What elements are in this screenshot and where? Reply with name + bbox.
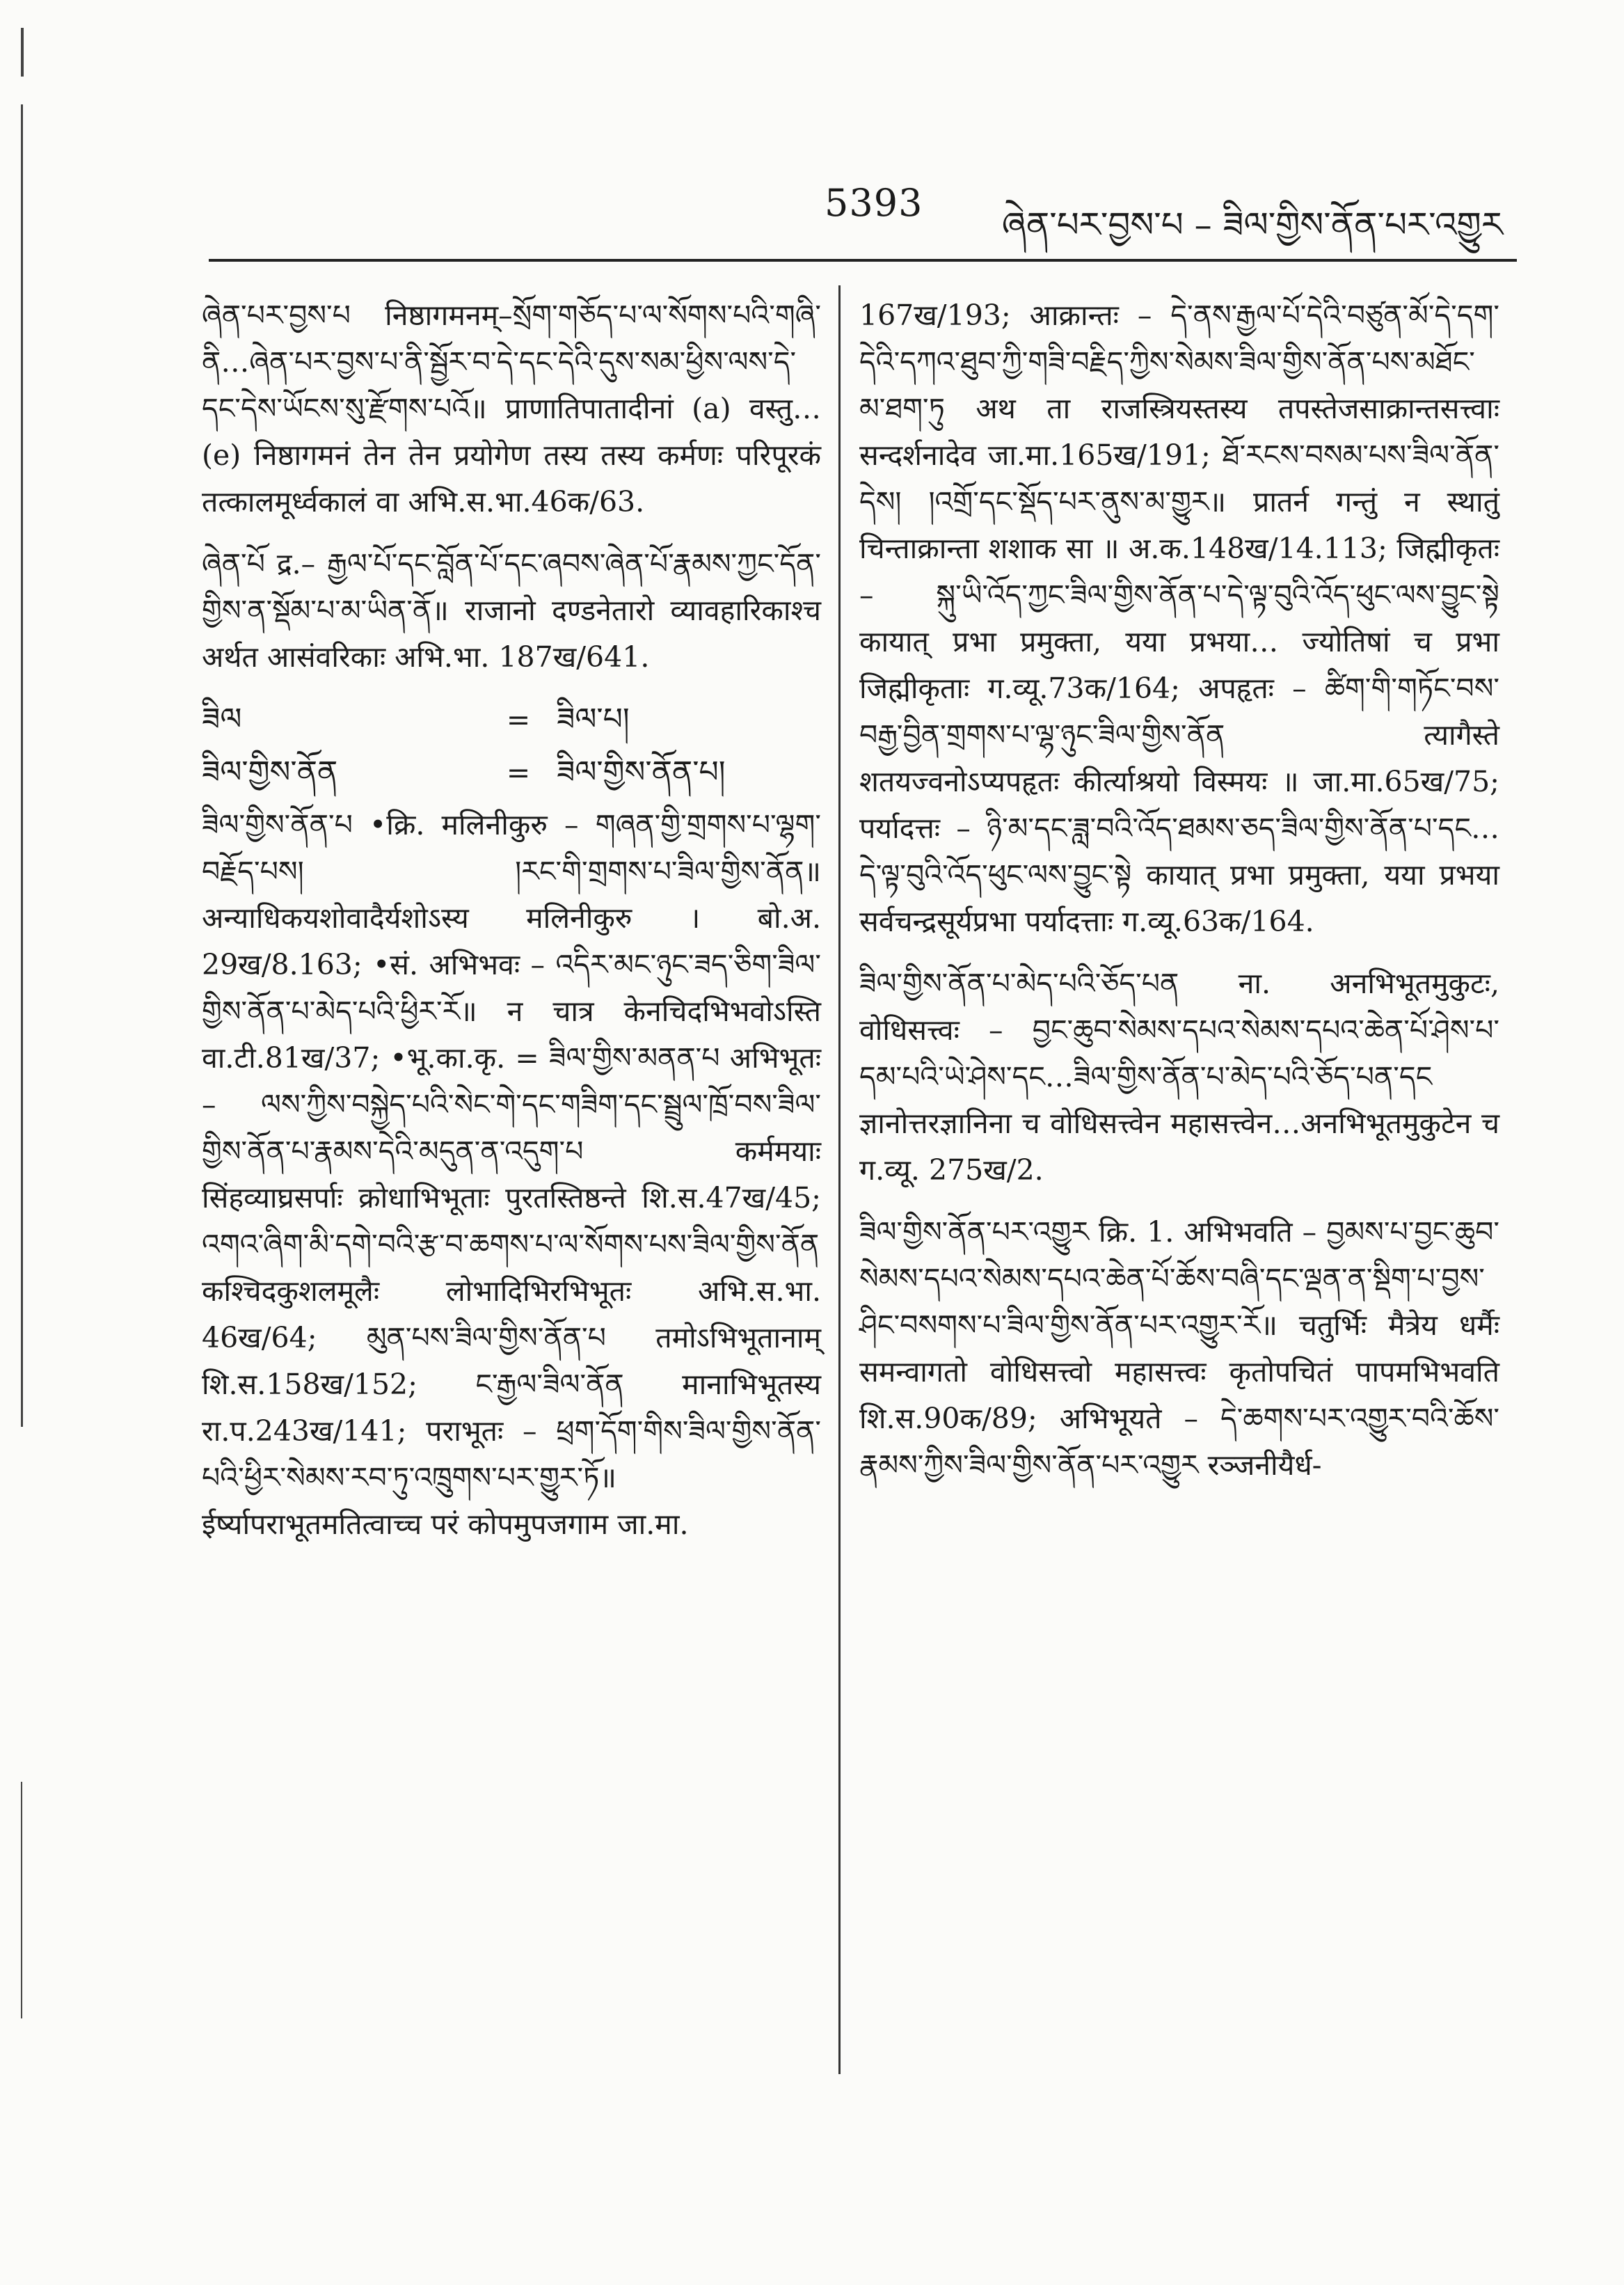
dictionary-entry: ཟིལ་གྱིས་ནོན་པ་མེད་པའི་ཅོད་པན ना. अनभिभूतमुकुटः, वोधिसत्त्वः – བྱང་ཆུབ་སེམས་དཔའ་སེམས་དཔའ་ཆེན་པོ་ཤེས་པ་དམ་པའི་ཡེ་ཤེས་དང…ཟིལ་གྱིས་ནོན་པ་མེད་པའི་ཅོད་པན་དང ज्ञानोत्तरज्ञानिना च वोधिसत्त्वेन महासत्त्वेन…अनभिभूतमुकुटेन च ग.व्यू. 275ख/2. xyxy=(859,967,1499,1187)
dictionary-entry: ཞེན་པོ द्र.– རྒྱལ་པོ་དང་བློན་པོ་དང་ཞབས་ཞེན་པོ་རྣམས་ཀྱང་དོན་གྱིས་ན་སྡོམ་པ་མ་ཡིན་ནོ॥ राजानो दण्डनेतारो व्यावहारिकाश्च अर्थत आसंवरिकाः अभि.भा. 187ख/641. xyxy=(202,547,821,674)
cross-ref-target: ཟིལ་པ། xyxy=(557,702,630,737)
dictionary-entry: ཞེན་པར་བྱས་པ निष्ठागमनम्–སྲོག་གཅོད་པ་ལ་སོགས་པའི་གཞི་ནི…ཞེན་པར་བྱས་པ་ནི་སྦྱོར་བ་དེ་དང་དེའི་དུས་སམ་ཕྱིས་ལས་དེ་དང་དེས་ཡོངས་སུ་རྫོགས་པའོ॥ प्राणातिपातादीनां (a) वस्तु… (e) निष्ठागमनं तेन तेन प्रयोगेण तस्य तस्य कर्मणः परिपूरकं तत्कालमूर्ध्वकालं वा अभि.स.भा.46क/63. xyxy=(202,299,821,519)
scan-edge-mark xyxy=(21,28,24,77)
cross-ref-target: ཟིལ་གྱིས་ནོན་པ། xyxy=(557,754,726,790)
right-column xyxy=(859,292,1499,1504)
left-column xyxy=(202,292,821,1563)
scan-edge-mark xyxy=(21,104,23,1427)
running-head: ཞེན་པར་བྱས་པ – ཟིལ་གྱིས་ནོན་པར་འགྱུར xyxy=(1001,205,1503,245)
dictionary-entry: 167ख/193; आक्रान्तः – དེ་ནས་རྒྱལ་པོ་དེའི་བཙུན་མོ་དེ་དག་དེའི་དཀའ་ཐུབ་ཀྱི་གཟི་བརྗིད་ཀྱིས་སེམས་ཟིལ་གྱིས་ནོན་པས་མཐོང་མ་ཐག་ཏུ अथ ता राजस्त्रियस्तस्य तपस्तेजसाक्रान्तसत्त्वाः सन्दर्शनादेव जा.मा.165ख/191; ཐོ་རངས་བསམ་པས་ཟིལ་ནོན་དེས། །འགྲོ་དང་སྡོད་པར་ནུས་མ་གྱུར॥ प्रातर्न गन्तुं न स्थातुं चिन्ताक्रान्ता शशाक सा ॥ अ.क.148ख/14.113; जिह्मीकृतः – སྐུ་ཡི་འོད་ཀྱང་ཟིལ་གྱིས་ནོན་པ་དེ་ལྟ་བུའི་འོད་ཕུང་ལས་བྱུང་སྟེ कायात् प्रभा प्रमुक्ता, यया प्रभया… ज्योतिषां च प्रभा जिह्मीकृताः ग.व्यू.73क/164; अपहृतः – ཚིག་གི་གཏོང་བས་བརྒྱ་བྱིན་གྲགས་པ་ལྷ་ཉུང་ཟིལ་གྱིས་ནོན त्यागैस्ते शतयज्वनोऽप्यपहृतः कीर्त्याश्रयो विस्मयः ॥ जा.मा.65ख/75; पर्यादत्तः – ཉི་མ་དང་ཟླ་བའི་འོད་ཐམས་ཅད་ཟིལ་གྱིས་ནོན་པ་དང… དེ་ལྟ་བུའི་འོད་ཕུང་ལས་བྱུང་སྟེ कायात् प्रभा प्रमुक्ता, यया प्रभया सर्वचन्द्रसूर्यप्रभा पर्यादत्ताः ग.व्यू.63क/164. xyxy=(859,299,1499,938)
cross-ref-term: ཟིལ་གྱིས་ནོན xyxy=(202,754,338,790)
header-rule xyxy=(209,259,1517,262)
dictionary-entry: ཟིལ་གྱིས་ནོན་པར་འགྱུར क्रि. 1. अभिभवति – བྱམས་པ་བྱང་ཆུབ་སེམས་དཔའ་སེམས་དཔའ་ཆེན་པོ་ཆོས་བཞི་དང་ལྡན་ན་སྡིག་པ་བྱས་ཤིང་བསགས་པ་ཟིལ་གྱིས་ནོན་པར་འགྱུར་རོ॥ चतुर्भिः मैत्रेय धर्मैः समन्वागतो वोधिसत्त्वो महासत्त्वः कृतोपचितं पापमभिभवति शि.स.90क/89; अभिभूयते – དེ་ཆགས་པར་འགྱུར་བའི་ཆོས་རྣམས་ཀྱིས་ཟིལ་གྱིས་ནོན་པར་འགྱུར रञ्जनीयैर्ध- xyxy=(859,1215,1499,1482)
cross-reference xyxy=(202,749,821,796)
equals-sign: = xyxy=(506,756,531,789)
cross-ref-term: ཟིལ xyxy=(202,702,242,737)
page-number: 5393 xyxy=(825,181,923,225)
cross-reference xyxy=(202,696,821,743)
page-header xyxy=(209,174,1517,245)
dictionary-entry: ཟིལ་གྱིས་ནོན་པ •क्रि. मलिनीकुरु – གཞན་གྱི་གྲགས་པ་ལྷག་བརྗོད་པས། །རང་གི་གྲགས་པ་ཟིལ་གྱིས་ནོན॥ अन्याधिकयशोवादैर्यशोऽस्य मलिनीकुरु । बो.अ. 29ख/8.163; •सं. अभिभवः – འདིར་མང་ཉུང་ཟད་ཅིག་ཟིལ་གྱིས་ནོན་པ་མེད་པའི་ཕྱིར་རོ॥ न चात्र केनचिदभिभवोऽस्ति वा.टी.81ख/37; •भू.का.कृ. = ཟིལ་གྱིས་མནན་པ अभिभूतः – ལས་ཀྱིས་བསྐྱེད་པའི་སེང་གེ་དང་གཟིག་དང་སྦྲུལ་ཁྲོ་བས་ཟིལ་གྱིས་ནོན་པ་རྣམས་དེའི་མདུན་ན་འདུག་པ कर्ममयाः सिंहव्याघ्रसर्पाः क्रोधाभिभूताः पुरतस्तिष्ठन्ते शि.स.47ख/45; འགའ་ཞིག་མི་དགེ་བའི་རྩ་བ་ཆགས་པ་ལ་སོགས་པས་ཟིལ་གྱིས་ནོན कश्चिदकुशलमूलैः लोभादिभिरभिभूतः अभि.स.भा. 46ख/64; མུན་པས་ཟིལ་གྱིས་ནོན་པ तमोऽभिभूतानाम् शि.स.158ख/152; ང་རྒྱལ་ཟིལ་ནོན मानाभिभूतस्य रा.प.243ख/141; पराभूतः – ཕྲག་དོག་གིས་ཟིལ་གྱིས་ནོན་པའི་ཕྱིར་སེམས་རབ་ཏུ་འཁྲུགས་པར་གྱུར་ཏོ॥ ईर्ष्यापराभूतमतित्वाच्च परं कोपमुपजगाम जा.मा. xyxy=(202,808,821,1541)
scan-edge-mark xyxy=(21,1782,22,2018)
column-divider xyxy=(838,285,841,2074)
equals-sign: = xyxy=(506,703,531,736)
